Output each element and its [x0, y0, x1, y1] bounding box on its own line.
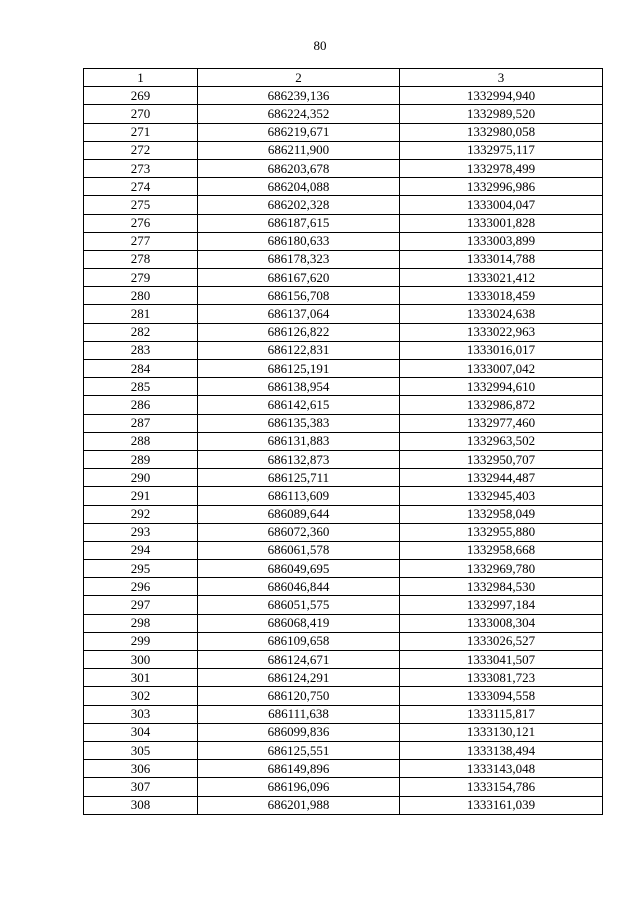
- y-coordinate-cell: 1333024,638: [400, 305, 603, 323]
- point-number-cell: 288: [84, 432, 198, 450]
- point-number-cell: 274: [84, 178, 198, 196]
- x-coordinate-cell: 686099,836: [198, 723, 400, 741]
- y-coordinate-cell: 1332978,499: [400, 159, 603, 177]
- point-number-cell: 293: [84, 523, 198, 541]
- y-coordinate-cell: 1333115,817: [400, 705, 603, 723]
- table-body: [84, 87, 603, 815]
- x-coordinate-cell: 686125,551: [198, 741, 400, 759]
- y-coordinate-cell: 1332980,058: [400, 123, 603, 141]
- point-number-cell: 305: [84, 741, 198, 759]
- y-coordinate-cell: 1333014,788: [400, 250, 603, 268]
- y-coordinate-cell: 1332955,880: [400, 523, 603, 541]
- table-row: [84, 541, 603, 559]
- x-coordinate-cell: 686061,578: [198, 541, 400, 559]
- point-number-cell: 299: [84, 632, 198, 650]
- point-number-cell: 287: [84, 414, 198, 432]
- x-coordinate-cell: 686196,096: [198, 778, 400, 796]
- point-number-cell: 307: [84, 778, 198, 796]
- x-coordinate-cell: 686046,844: [198, 578, 400, 596]
- y-coordinate-cell: 1333154,786: [400, 778, 603, 796]
- point-number-cell: 300: [84, 651, 198, 669]
- y-coordinate-cell: 1333026,527: [400, 632, 603, 650]
- x-coordinate-cell: 686122,831: [198, 341, 400, 359]
- y-coordinate-cell: 1333041,507: [400, 651, 603, 669]
- x-coordinate-cell: 686113,609: [198, 487, 400, 505]
- y-coordinate-cell: 1332963,502: [400, 432, 603, 450]
- point-number-cell: 279: [84, 269, 198, 287]
- y-coordinate-cell: 1333022,963: [400, 323, 603, 341]
- x-coordinate-cell: 686135,383: [198, 414, 400, 432]
- x-coordinate-cell: 686180,633: [198, 232, 400, 250]
- point-number-cell: 301: [84, 669, 198, 687]
- table-header-row: [84, 69, 603, 87]
- y-coordinate-cell: 1333016,017: [400, 341, 603, 359]
- x-coordinate-cell: 686072,360: [198, 523, 400, 541]
- point-number-cell: 284: [84, 360, 198, 378]
- x-coordinate-cell: 686202,328: [198, 196, 400, 214]
- point-number-cell: 269: [84, 87, 198, 105]
- x-coordinate-cell: 686156,708: [198, 287, 400, 305]
- point-number-cell: 273: [84, 159, 198, 177]
- table-row: [84, 414, 603, 432]
- point-number-cell: 292: [84, 505, 198, 523]
- table-row: [84, 523, 603, 541]
- table-row: [84, 214, 603, 232]
- y-coordinate-cell: 1333021,412: [400, 269, 603, 287]
- y-coordinate-cell: 1333008,304: [400, 614, 603, 632]
- column-header-1: 1: [84, 69, 198, 87]
- table-row: [84, 578, 603, 596]
- x-coordinate-cell: 686131,883: [198, 432, 400, 450]
- x-coordinate-cell: 686111,638: [198, 705, 400, 723]
- table-row: [84, 560, 603, 578]
- point-number-cell: 289: [84, 450, 198, 468]
- x-coordinate-cell: 686167,620: [198, 269, 400, 287]
- point-number-cell: 276: [84, 214, 198, 232]
- table-row: [84, 378, 603, 396]
- point-number-cell: 271: [84, 123, 198, 141]
- y-coordinate-cell: 1333094,558: [400, 687, 603, 705]
- y-coordinate-cell: 1333161,039: [400, 796, 603, 814]
- y-coordinate-cell: 1332977,460: [400, 414, 603, 432]
- y-coordinate-cell: 1333081,723: [400, 669, 603, 687]
- x-coordinate-cell: 686149,896: [198, 760, 400, 778]
- y-coordinate-cell: 1332996,986: [400, 178, 603, 196]
- x-coordinate-cell: 686068,419: [198, 614, 400, 632]
- x-coordinate-cell: 686178,323: [198, 250, 400, 268]
- x-coordinate-cell: 686239,136: [198, 87, 400, 105]
- y-coordinate-cell: 1332994,610: [400, 378, 603, 396]
- table-row: [84, 341, 603, 359]
- y-coordinate-cell: 1332945,403: [400, 487, 603, 505]
- table-row: [84, 505, 603, 523]
- table-row: [84, 396, 603, 414]
- point-number-cell: 296: [84, 578, 198, 596]
- point-number-cell: 285: [84, 378, 198, 396]
- x-coordinate-cell: 686124,671: [198, 651, 400, 669]
- point-number-cell: 297: [84, 596, 198, 614]
- point-number-cell: 303: [84, 705, 198, 723]
- table-row: [84, 159, 603, 177]
- x-coordinate-cell: 686126,822: [198, 323, 400, 341]
- point-number-cell: 302: [84, 687, 198, 705]
- table-row: [84, 250, 603, 268]
- table-row: [84, 232, 603, 250]
- y-coordinate-cell: 1333138,494: [400, 741, 603, 759]
- point-number-cell: 281: [84, 305, 198, 323]
- y-coordinate-cell: 1332944,487: [400, 469, 603, 487]
- y-coordinate-cell: 1333143,048: [400, 760, 603, 778]
- point-number-cell: 280: [84, 287, 198, 305]
- x-coordinate-cell: 686204,088: [198, 178, 400, 196]
- x-coordinate-cell: 686138,954: [198, 378, 400, 396]
- table-row: [84, 596, 603, 614]
- x-coordinate-cell: 686109,658: [198, 632, 400, 650]
- x-coordinate-cell: 686187,615: [198, 214, 400, 232]
- table-row: [84, 632, 603, 650]
- y-coordinate-cell: 1332984,530: [400, 578, 603, 596]
- x-coordinate-cell: 686137,064: [198, 305, 400, 323]
- point-number-cell: 283: [84, 341, 198, 359]
- point-number-cell: 291: [84, 487, 198, 505]
- y-coordinate-cell: 1333007,042: [400, 360, 603, 378]
- y-coordinate-cell: 1333018,459: [400, 287, 603, 305]
- table-row: [84, 269, 603, 287]
- table-row: [84, 178, 603, 196]
- point-number-cell: 272: [84, 141, 198, 159]
- table-row: [84, 614, 603, 632]
- column-header-2: 2: [198, 69, 400, 87]
- x-coordinate-cell: 686224,352: [198, 105, 400, 123]
- table-row: [84, 796, 603, 814]
- point-number-cell: 295: [84, 560, 198, 578]
- y-coordinate-cell: 1332994,940: [400, 87, 603, 105]
- x-coordinate-cell: 686125,711: [198, 469, 400, 487]
- table-row: [84, 651, 603, 669]
- point-number-cell: 275: [84, 196, 198, 214]
- point-number-cell: 278: [84, 250, 198, 268]
- point-number-cell: 308: [84, 796, 198, 814]
- table-row: [84, 760, 603, 778]
- y-coordinate-cell: 1333001,828: [400, 214, 603, 232]
- table-row: [84, 323, 603, 341]
- x-coordinate-cell: 686124,291: [198, 669, 400, 687]
- x-coordinate-cell: 686132,873: [198, 450, 400, 468]
- table-row: [84, 469, 603, 487]
- table-row: [84, 687, 603, 705]
- table-row: [84, 741, 603, 759]
- x-coordinate-cell: 686051,575: [198, 596, 400, 614]
- table-row: [84, 141, 603, 159]
- table-row: [84, 723, 603, 741]
- y-coordinate-cell: 1332958,668: [400, 541, 603, 559]
- point-number-cell: 286: [84, 396, 198, 414]
- point-number-cell: 270: [84, 105, 198, 123]
- table-row: [84, 705, 603, 723]
- x-coordinate-cell: 686049,695: [198, 560, 400, 578]
- x-coordinate-cell: 686201,988: [198, 796, 400, 814]
- table-row: [84, 105, 603, 123]
- table-row: [84, 778, 603, 796]
- table-row: [84, 305, 603, 323]
- page-number: 80: [313, 38, 327, 53]
- x-coordinate-cell: 686125,191: [198, 360, 400, 378]
- table-row: [84, 450, 603, 468]
- table-row: [84, 196, 603, 214]
- y-coordinate-cell: 1332975,117: [400, 141, 603, 159]
- table-row: [84, 87, 603, 105]
- point-number-cell: 294: [84, 541, 198, 559]
- y-coordinate-cell: 1333003,899: [400, 232, 603, 250]
- point-number-cell: 282: [84, 323, 198, 341]
- y-coordinate-cell: 1332997,184: [400, 596, 603, 614]
- x-coordinate-cell: 686203,678: [198, 159, 400, 177]
- x-coordinate-cell: 686211,900: [198, 141, 400, 159]
- table-row: [84, 432, 603, 450]
- point-number-cell: 277: [84, 232, 198, 250]
- point-number-cell: 304: [84, 723, 198, 741]
- point-number-cell: 290: [84, 469, 198, 487]
- y-coordinate-cell: 1332986,872: [400, 396, 603, 414]
- table-row: [84, 287, 603, 305]
- table-row: [84, 360, 603, 378]
- point-number-cell: 306: [84, 760, 198, 778]
- column-header-3: 3: [400, 69, 603, 87]
- table-row: [84, 123, 603, 141]
- y-coordinate-cell: 1332958,049: [400, 505, 603, 523]
- y-coordinate-cell: 1332969,780: [400, 560, 603, 578]
- x-coordinate-cell: 686120,750: [198, 687, 400, 705]
- x-coordinate-cell: 686089,644: [198, 505, 400, 523]
- x-coordinate-cell: 686219,671: [198, 123, 400, 141]
- y-coordinate-cell: 1333130,121: [400, 723, 603, 741]
- table-row: [84, 669, 603, 687]
- y-coordinate-cell: 1332989,520: [400, 105, 603, 123]
- table-row: [84, 487, 603, 505]
- y-coordinate-cell: 1332950,707: [400, 450, 603, 468]
- y-coordinate-cell: 1333004,047: [400, 196, 603, 214]
- coordinates-table: [83, 68, 603, 815]
- point-number-cell: 298: [84, 614, 198, 632]
- x-coordinate-cell: 686142,615: [198, 396, 400, 414]
